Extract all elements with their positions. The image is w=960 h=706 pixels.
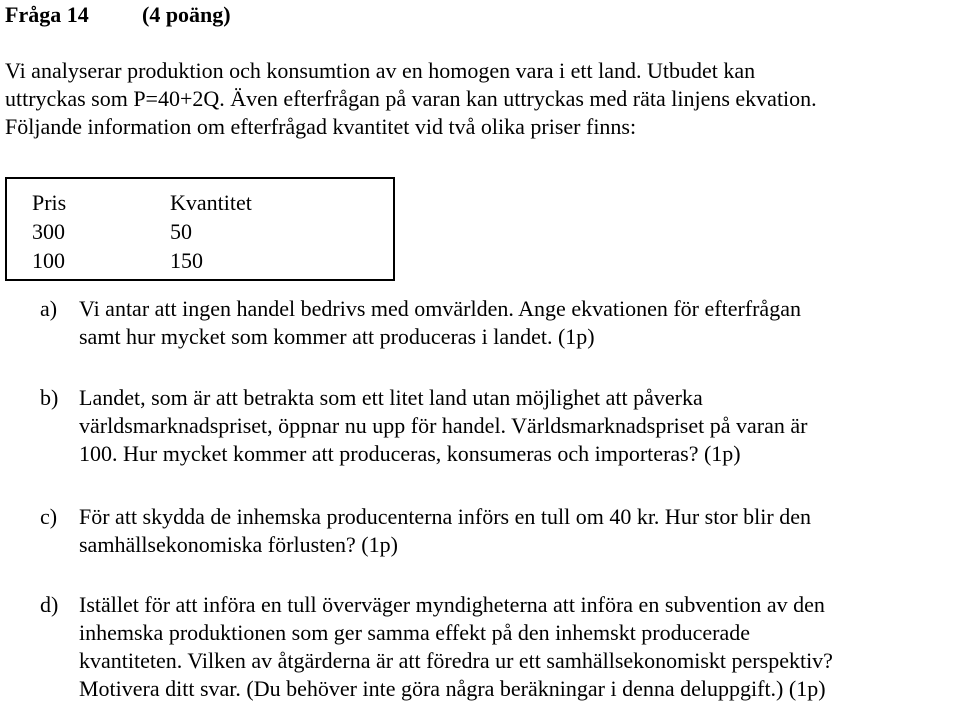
sub-question-line: samhällsekonomiska förlusten? (1p): [79, 532, 398, 557]
table-cell-quantity: 150: [170, 248, 203, 273]
sub-question-label: d): [40, 592, 59, 617]
sub-question-text: [79, 295, 801, 351]
table-header-price: Pris: [32, 190, 67, 215]
sub-question-line: kvantiteten. Vilken av åtgärderna är att föredra ur ett samhällsekonomiskt perspektiv?: [79, 648, 833, 673]
sub-question-label: a): [40, 296, 58, 321]
table-cell-price: 100: [32, 248, 65, 273]
sub-question-line: Vi antar att ingen handel bedrivs med omvärlden. Ange ekvationen för efterfrågan: [79, 296, 801, 321]
sub-question-text: [79, 503, 811, 559]
table-header-quantity: Kvantitet: [170, 190, 252, 215]
sub-question-line: inhemska produktionen som ger samma effekt på den inhemskt producerade: [79, 620, 751, 645]
sub-question-line: För att skydda de inhemska producenterna införs en tull om 40 kr. Hur stor blir den: [79, 504, 811, 529]
table-cell-price: 300: [32, 219, 65, 244]
sub-question-line: Motivera ditt svar. (Du behöver inte göra några beräkningar i denna deluppgift.) (1p): [79, 676, 826, 701]
question-heading: [5, 0, 231, 30]
sub-question-label: b): [40, 385, 59, 410]
sub-question-line: världsmarknadspriset, öppnar nu upp för handel. Världsmarknadspriset på varan är: [79, 413, 808, 438]
sub-question-line: Landet, som är att betrakta som ett litet land utan möjlighet att påverka: [79, 385, 703, 410]
sub-question-text: [79, 384, 807, 468]
intro-paragraph: [5, 57, 817, 141]
sub-question-line: Istället för att införa en tull överväger myndigheterna att införa en subvention av den: [79, 592, 825, 617]
intro-line: Följande information om efterfrågad kvantitet vid två olika priser finns:: [5, 114, 637, 139]
sub-question-line: 100. Hur mycket kommer att produceras, konsumeras och importeras? (1p): [79, 441, 741, 466]
sub-question-label: c): [40, 504, 58, 529]
sub-question-text: [79, 591, 833, 703]
question-title: Fråga 14: [5, 2, 89, 27]
intro-line: Vi analyserar produktion och konsumtion av en homogen vara i ett land. Utbudet kan: [5, 58, 756, 83]
intro-line: uttryckas som P=40+2Q. Även efterfrågan på varan kan uttryckas med räta linjens ekvation.: [5, 86, 817, 111]
table-cell-quantity: 50: [170, 219, 192, 244]
question-points: (4 poäng): [142, 2, 231, 27]
sub-question-line: samt hur mycket som kommer att produceras i landet. (1p): [79, 324, 595, 349]
price-quantity-table: [5, 177, 395, 281]
